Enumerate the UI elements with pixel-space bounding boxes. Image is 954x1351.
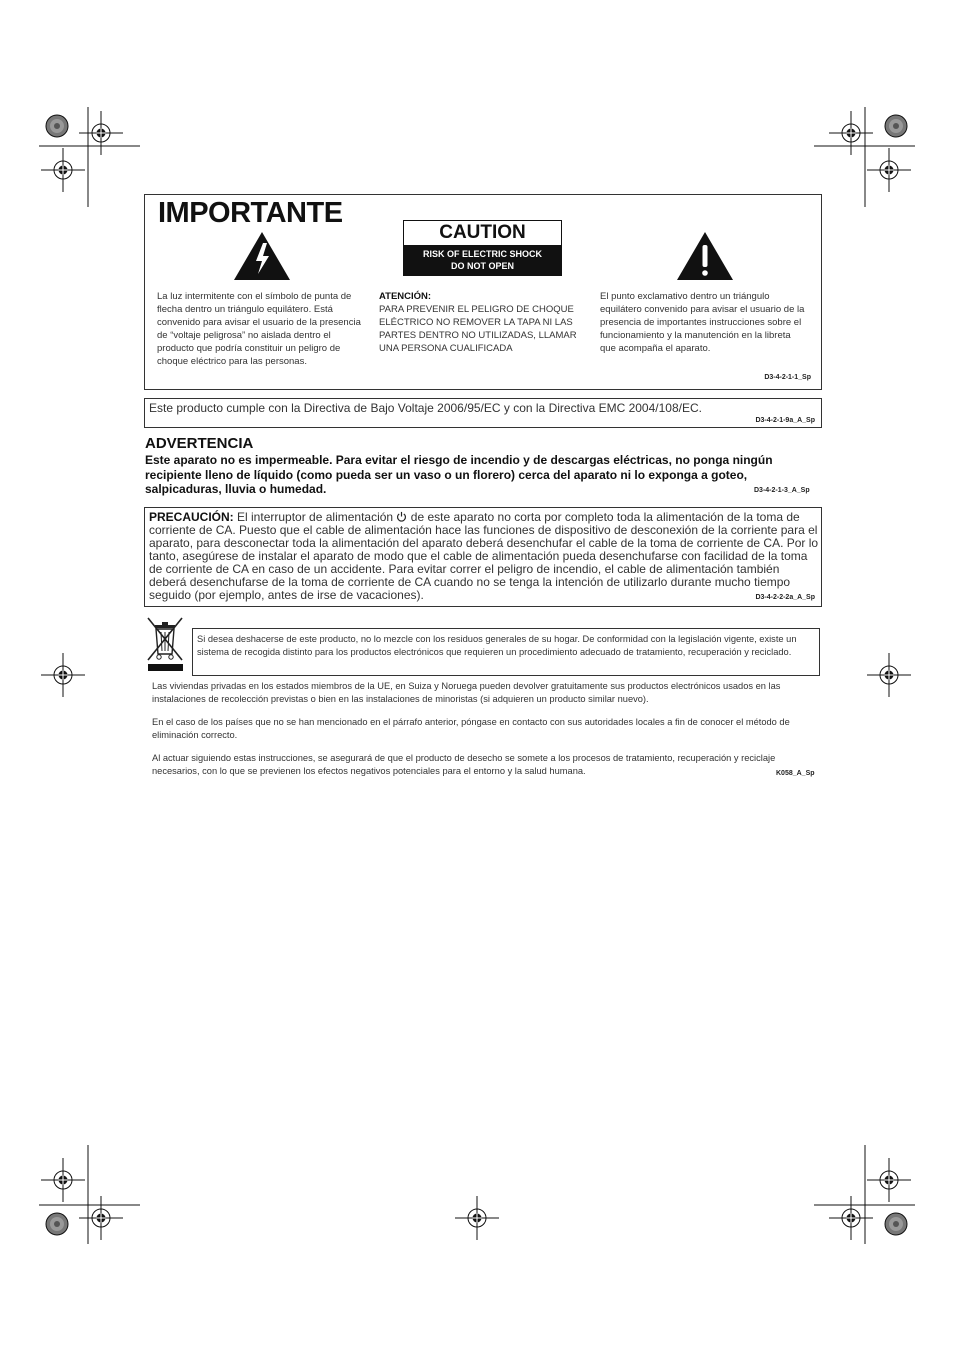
weee-code: K058_A_Sp	[776, 770, 815, 777]
caution-line-1: RISK OF ELECTRIC SHOCK	[422, 249, 542, 259]
caution-label	[403, 220, 562, 276]
attention-label: ATENCIÓN:	[379, 291, 432, 302]
attention-text: PARA PREVENIR EL PELIGRO DE CHOQUE ELÉCTRICO NO REMOVER LA TAPA NI LAS PARTES DENTRO NO UTILIZADAS, LLAMAR UNA PERSONA CUALIFICADA	[379, 304, 577, 354]
precaucion-text	[149, 511, 819, 602]
weee-paragraph-1: Las viviendas privadas en los estados miembros de la UE, en Suiza y Noruega pueden devolver gratuitamente sus productos electrónicos usados en las instalaciones de recolección previstas o bien en las instalaciones de minoristas (si adquieren un producto similar nuevo).	[152, 681, 781, 704]
importante-box	[144, 194, 822, 390]
precaucion-code: D3-4-2-2-2a_A_Sp	[755, 594, 815, 601]
precaucion-text-part1: El interruptor de alimentación	[237, 510, 394, 524]
caution-subtitle	[404, 245, 561, 275]
exclamation-description: El punto exclamativo dentro un triángulo equilátero convenido para avisar el usuario de la presencia de importantes instrucciones sobre el funcionamiento y la manutención en la libreta que acompaña el aparato.	[600, 291, 805, 354]
weee-paragraph-2: En el caso de los países que no se han mencionado en el párrafo anterior, póngase en contacto con sus autoridades locales a fin de conocer el método de eliminación correcto.	[152, 717, 790, 740]
precaucion-box	[144, 507, 822, 607]
weee-box-text: Si desea deshacerse de este producto, no lo mezcle con los residuos generales de su hogar. De conformidad con la legislación vigente, existe un sistema de recogida distinto para los productos electrónicos que requieren un procedimiento adecuado de tratamiento, recuperación y reciclado.	[197, 634, 797, 657]
precaucion-label: PRECAUCIÓN:	[149, 510, 234, 524]
caution-line-2: DO NOT OPEN	[450, 261, 514, 271]
power-standby-icon	[396, 511, 407, 522]
crossed-out-bin-icon	[144, 614, 186, 672]
directive-code: D3-4-2-1-9a_A_Sp	[755, 417, 815, 424]
precaucion-text-part2: de este aparato no corta por completo toda la alimentación de la toma de corriente de CA. Puesto que el cable de alimentación hace las funciones de dispositivo de desconexión de la corriente para el aparato, para desconectar toda la alimentación del aparato deberá desenchufar el cable de la toma de corriente de CA. Por lo tanto, asegúrese de instalar el aparato de modo que el cable de alimentación pueda desenchufarse con facilidad de la toma de corriente de CA en caso de un accidente. Para evitar correr el peligro de incendio, el cable de alimentación también deberá desenchufarse de la toma de corriente de CA cuando no se tenga la intención de utilizarlo durante mucho tiempo seguido (por ejemplo, antes de irse de vacaciones).	[149, 510, 819, 602]
lightning-description: La luz intermitente con el símbolo de punta de flecha dentro un triángulo equilátero. Está convenido para avisar el usuario de la presencia de “voltaje peligrosa” no aislada dentro el producto que podría constituir un peligro de choque eléctrico para las personas.	[157, 291, 361, 367]
importante-code: D3-4-2-1-1_Sp	[764, 374, 811, 381]
page-title: IMPORTANTE	[158, 197, 343, 229]
weee-paragraph-3: Al actuar siguiendo estas instrucciones, se asegurará de que el producto de desecho se somete a los procesos de tratamiento, recuperación y reciclaje necesarios, con lo que se previenen los efectos negativos potenciales para el entorno y la salud humana.	[152, 753, 776, 776]
advertencia-code: D3-4-2-1-3_A_Sp	[754, 487, 810, 494]
directive-text: Este producto cumple con la Directiva de Bajo Voltaje 2006/95/EC y con la Directiva EMC 2004/108/EC.	[149, 401, 702, 415]
advertencia-heading: ADVERTENCIA	[145, 435, 254, 452]
caution-title: CAUTION	[404, 221, 561, 245]
attention-block	[379, 290, 584, 355]
lightning-warning-icon	[232, 230, 292, 282]
exclamation-warning-icon	[675, 230, 735, 282]
weee-box	[192, 628, 820, 676]
advertencia-text: Este aparato no es impermeable. Para evitar el riesgo de incendio y de descargas eléctricas, no ponga ningún recipiente lleno de líquido (como pueda ser un vaso o un florero) cerca del aparato ni lo exponga a goteo, salpicaduras, lluvia o humedad.	[145, 453, 773, 496]
directive-box	[144, 398, 822, 428]
